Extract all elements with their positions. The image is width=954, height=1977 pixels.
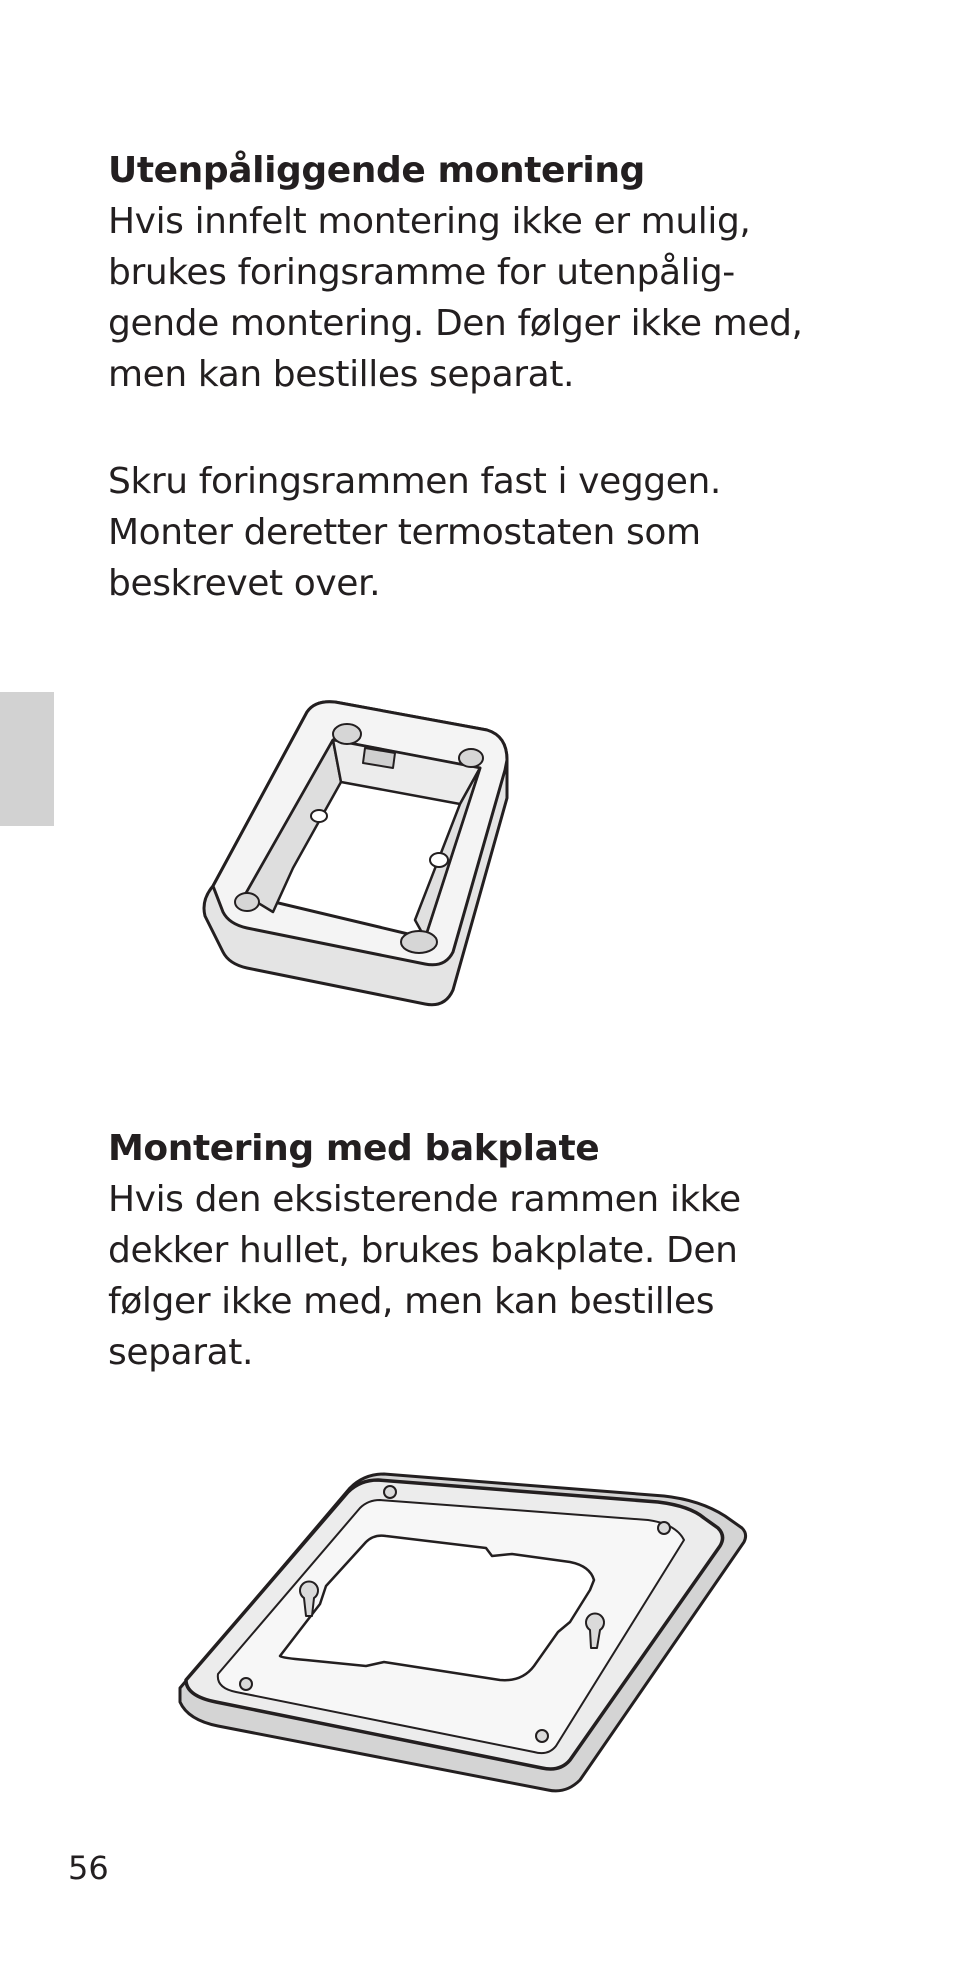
section-surface-mounting bbox=[108, 146, 868, 400]
section-heading: Utenpåliggende montering bbox=[108, 150, 645, 191]
section-paragraph: Skru foringsrammen fast i veggen. Monter deretter termostaten som beskrevet over. bbox=[108, 461, 721, 604]
backplate-illustration bbox=[170, 1430, 760, 1830]
page-number: 56 bbox=[68, 1849, 109, 1887]
surface-mounting-frame-illustration bbox=[195, 690, 645, 1090]
side-tab-marker bbox=[0, 692, 54, 826]
section-paragraph: Hvis den eksisterende rammen ikke dekker hullet, brukes bakplate. Den følger ikke med, men kan bestilles separat. bbox=[108, 1179, 741, 1373]
section-heading: Montering med bakplate bbox=[108, 1128, 600, 1169]
section-surface-mounting-steps bbox=[108, 456, 868, 609]
section-backplate-mounting bbox=[108, 1124, 868, 1378]
section-paragraph: Hvis innfelt montering ikke er mulig, brukes foringsramme for utenpålig- gende montering. Den følger ikke med, men kan bestilles separat. bbox=[108, 201, 803, 395]
